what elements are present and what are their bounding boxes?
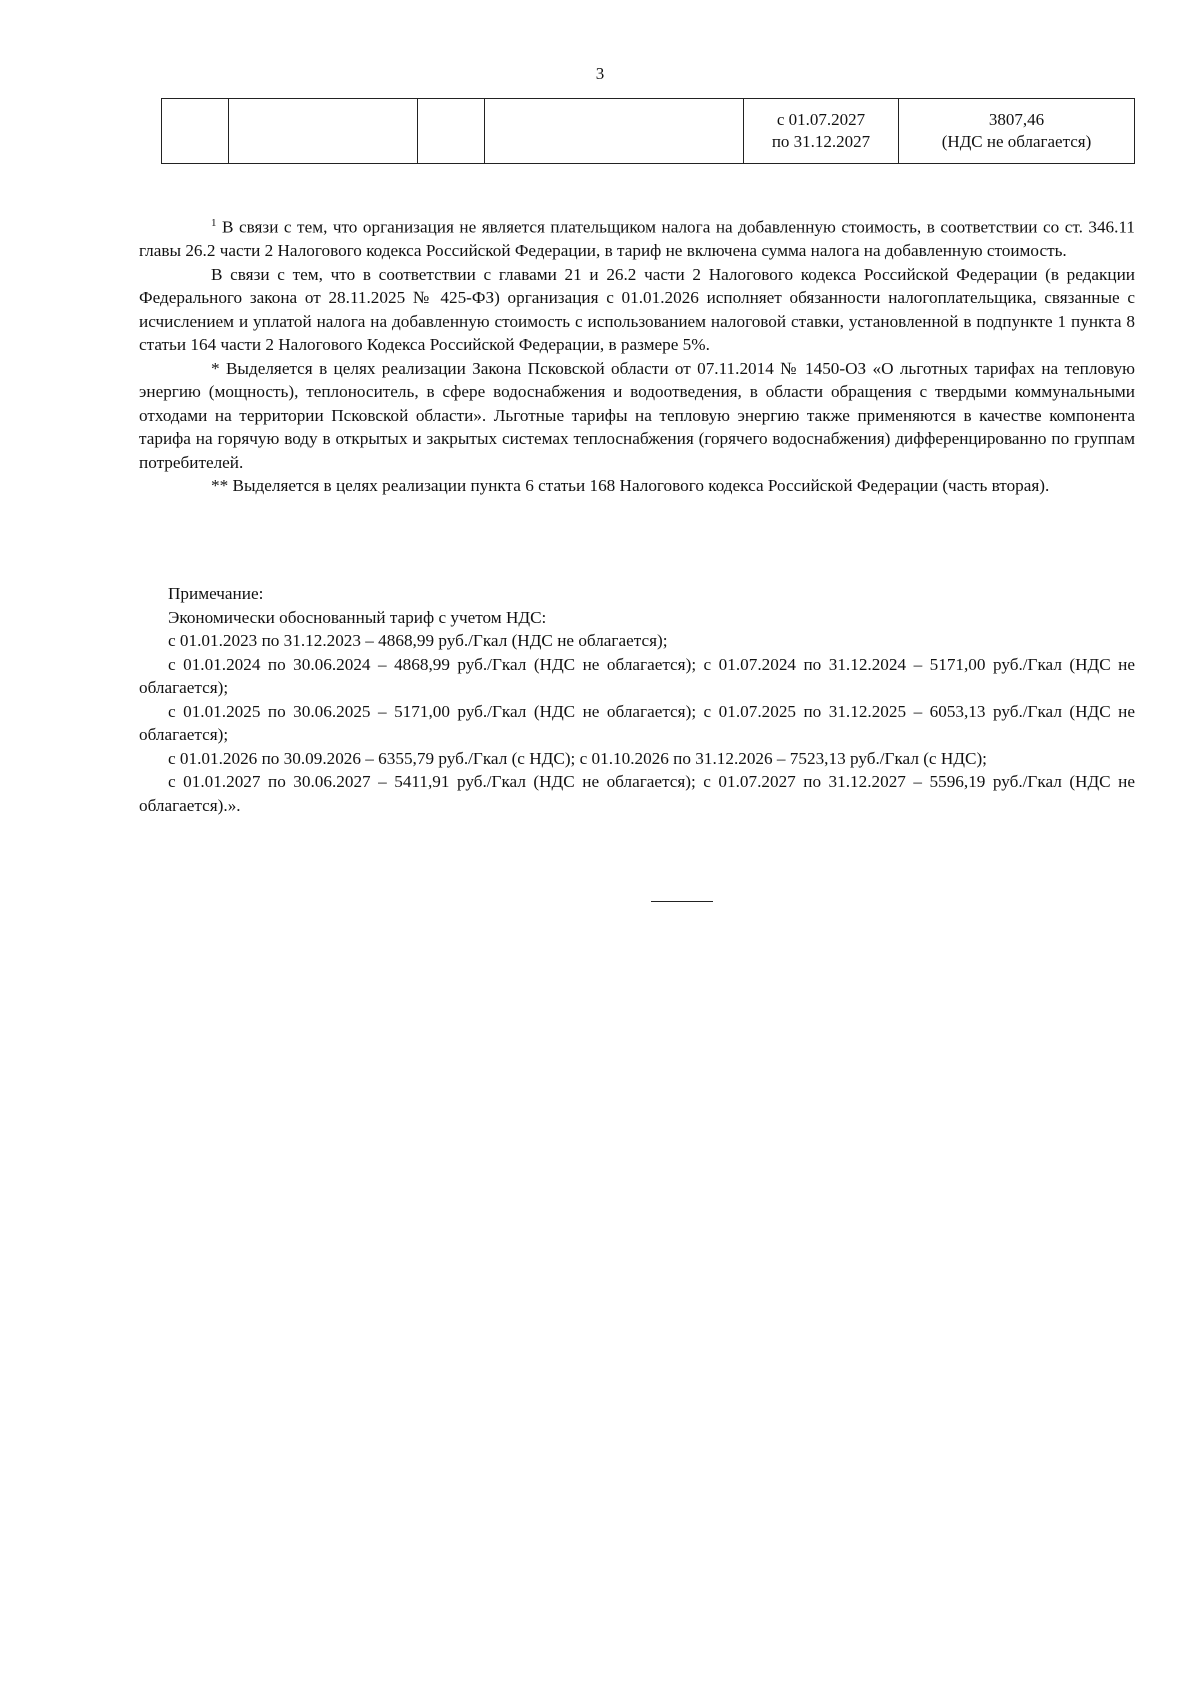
tariff-value: 3807,46 [988,110,1045,129]
footnote-1 [139,212,1135,263]
note-line: с 01.01.2026 по 30.09.2026 – 6355,79 руб./Гкал (с НДС); с 01.10.2026 по 31.12.2026 – 7523,13 руб./Гкал (с НДС); [168,748,987,768]
table-cell-empty [162,99,229,164]
footnote-mark: 1 [211,217,217,229]
table-cell-empty [229,99,418,164]
table-cell-period [744,99,899,164]
page-number: 3 [595,64,605,83]
footnote-star: * Выделяется в целях реализации Закона Псковской области от 07.11.2014 № 1450-ОЗ «О льготных тарифах на тепловую энергию (мощность), теплоноситель, в сфере водоснабжения и водоотведения, в области обращения с твердыми коммунальными отходами на территории Псковской области». Льготные тарифы на тепловую энергию также применяются в качестве компонента тарифа на горячую воду в открытых и закрытых системах теплоснабжения (горячего водоснабжения) дифференцированно по группам потребителей. [139,358,1135,472]
period-from: с 01.07.2027 [776,110,866,129]
note-line: с 01.01.2024 по 30.06.2024 – 4868,99 руб./Гкал (НДС не облагается); с 01.07.2024 по 31.12.2024 – 5171,00 руб./Гкал (НДС не облагается); [139,654,1135,697]
note-line: с 01.01.2023 по 31.12.2023 – 4868,99 руб./Гкал (НДС не облагается); [168,631,668,650]
footnotes [139,212,1135,498]
note-line: с 01.01.2027 по 30.06.2027 – 5411,91 руб./Гкал (НДС не облагается); с 01.07.2027 по 31.12.2027 – 5596,19 руб./Гкал (НДС не облагается).». [139,772,1135,815]
note-subheading: Экономически обоснованный тариф с учетом НДС: [168,607,547,627]
footnote-double-star: ** Выделяется в целях реализации пункта 6 статьи 168 Налогового кодекса Российской Федерации (часть вторая). [211,476,1050,496]
table-row [162,99,1135,164]
footnote-1-text: В связи с тем, что организация не является плательщиком налога на добавленную стоимость, в соответствии со ст. 346.11 главы 26.2 части 2 Налогового кодекса Российской Федерации, в тариф не включена сумма налога на добавленную стоимость. [139,217,1136,261]
note [139,582,1135,817]
tariff-vat-note: (НДС не облагается) [941,132,1092,151]
footnote-1-continuation: В связи с тем, что в соответствии с главами 21 и 26.2 части 2 Налогового кодекса Российской Федерации (в редакции Федерального закона от 28.11.2025 № 425-ФЗ) организация с 01.01.2026 исполняет обязанности налогоплательщика, связанные с исчислением и уплатой налога на добавленную стоимость с использованием налоговой ставки, установленной в подпункте 1 пункта 8 статьи 164 части 2 Налогового Кодекса Российской Федерации, в размере 5%. [139,264,1135,355]
table-cell-value [899,99,1135,164]
note-line: с 01.01.2025 по 30.06.2025 – 5171,00 руб./Гкал (НДС не облагается); с 01.07.2025 по 31.12.2025 – 6053,13 руб./Гкал (НДС не облагается); [139,701,1135,744]
tariff-table [161,98,1135,164]
end-separator [651,901,713,902]
table-cell-empty [485,99,744,164]
note-heading: Примечание: [168,584,264,603]
period-to: по 31.12.2027 [771,132,871,151]
table-cell-empty [418,99,485,164]
